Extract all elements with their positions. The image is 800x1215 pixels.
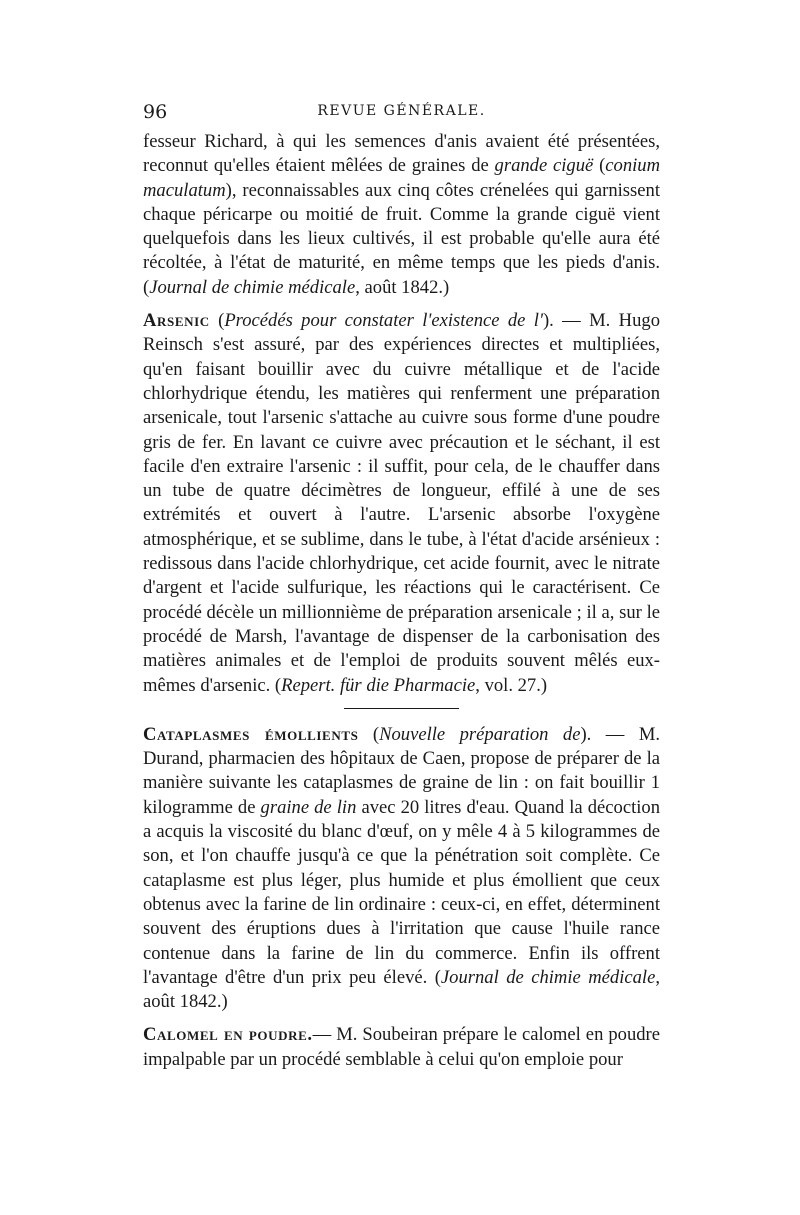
italic-text: Procédés pour constater l'existence de l' — [224, 310, 543, 332]
italic-text: conium maculatum — [143, 155, 661, 201]
page-body — [143, 130, 660, 1072]
italic-text: graine de lin — [260, 796, 357, 818]
page-header — [143, 100, 660, 128]
page-number: 96 — [143, 101, 168, 123]
text-run: — M. Soubeiran prépare le calomel en poudre impalpable par un procédé semblable à celui qu'on emploie pour — [143, 1024, 660, 1070]
paragraph — [143, 130, 660, 300]
text-run: ( — [209, 310, 225, 332]
text-run: , vol. 27.) — [475, 674, 548, 696]
italic-text: Journal de chimie médicale — [149, 276, 356, 298]
text-run: ). — M. Hugo Reinsch s'est assuré, par des expériences directes et multipliées, qu'en faisant bouillir avec du cuivre métallique et de l'acide chlorhydrique étendu, les matières qui renferment une préparation arsenicale, tout l'arsenic s'attache au cuivre sous forme d'une poudre gris de fer. En lavant ce cuivre avec précaution et le séchant, il est facile d'en extraire l'arsenic : il suffit, pour cela, de le chauffer dans un tube de quatre décimètres de longueur, effilé à une de ses extrémités et ouvert à l'autre. L'arsenic absorbe l'oxygène atmosphérique, et se sublime, dans le tube, à l'état d'acide arsénieux : redissous dans l'acide chlorhydrique, cet acide fournit, avec le nitrate d'argent et l'acide sulfurique, les réactions qui le caractérisent. Ce procédé décèle un millionnième de préparation arsenicale ; il a, sur le procédé de Marsh, l'avantage de dispenser de la carbonisation des matières animales et de l'emploi de produits souvent mêlés eux-mêmes d'arsenic. ( — [143, 310, 660, 696]
italic-text: Journal de chimie médicale — [440, 966, 656, 988]
entry-heading: Cataplasmes émollients — [143, 723, 359, 745]
text-run: avec 20 litres d'eau. Quand la décoction a acquis la viscosité du blanc d'œuf, on y mêle 4 à 5 kilogrammes de son, et l'on chauffe jusqu'à ce que la pénétration soit complète. Ce cataplasme est plus léger, plus humide et plus émollient que ceux obtenus avec la farine de lin ordinaire : ceux-ci, en effet, déterminent souvent des éruptions dues à l'irritation que cause l'huile rance contenue dans la farine de lin du commerce. Enfin ils offrent l'avantage d'être d'un prix peu élevé. ( — [143, 796, 661, 988]
text-run: , août 1842.) — [355, 276, 450, 298]
italic-text: Nouvelle préparation de — [379, 723, 581, 745]
running-title: REVUE GÉNÉRALE. — [317, 103, 486, 119]
text-run: , août 1842.) — [143, 966, 661, 1013]
text-run: ). — M. Durand, pharmacien des hôpitaux de Caen, propose de préparer de la manière suivante les cataplasmes de graine de lin : on fait bouillir 1 kilogramme de — [143, 723, 660, 818]
text-run: ( — [593, 155, 606, 177]
text-run: fesseur Richard, à qui les semences d'anis avaient été présentées, reconnut qu'elles étaient mêlées de graines de — [143, 131, 660, 177]
entry-heading: Arsenic — [143, 310, 210, 332]
section-divider — [344, 708, 459, 709]
text-run: ( — [358, 723, 380, 745]
text-run: ), reconnaissables aux cinq côtes crénelées qui garnissent chaque péricarpe ou moitié de fruit. Comme la grande ciguë vient quelquefois dans les lieux cultivés, il est probable qu'elle aura été récoltée, à l'état de maturité, en même temps que les pieds d'anis. ( — [143, 179, 660, 298]
italic-text: Repert. für die Pharmacie — [281, 674, 476, 696]
paragraph — [143, 1023, 660, 1072]
paragraph — [143, 309, 660, 698]
entry-heading: Calomel en poudre. — [143, 1024, 313, 1046]
paragraph — [143, 723, 660, 1015]
italic-text: grande ciguë — [494, 155, 594, 177]
